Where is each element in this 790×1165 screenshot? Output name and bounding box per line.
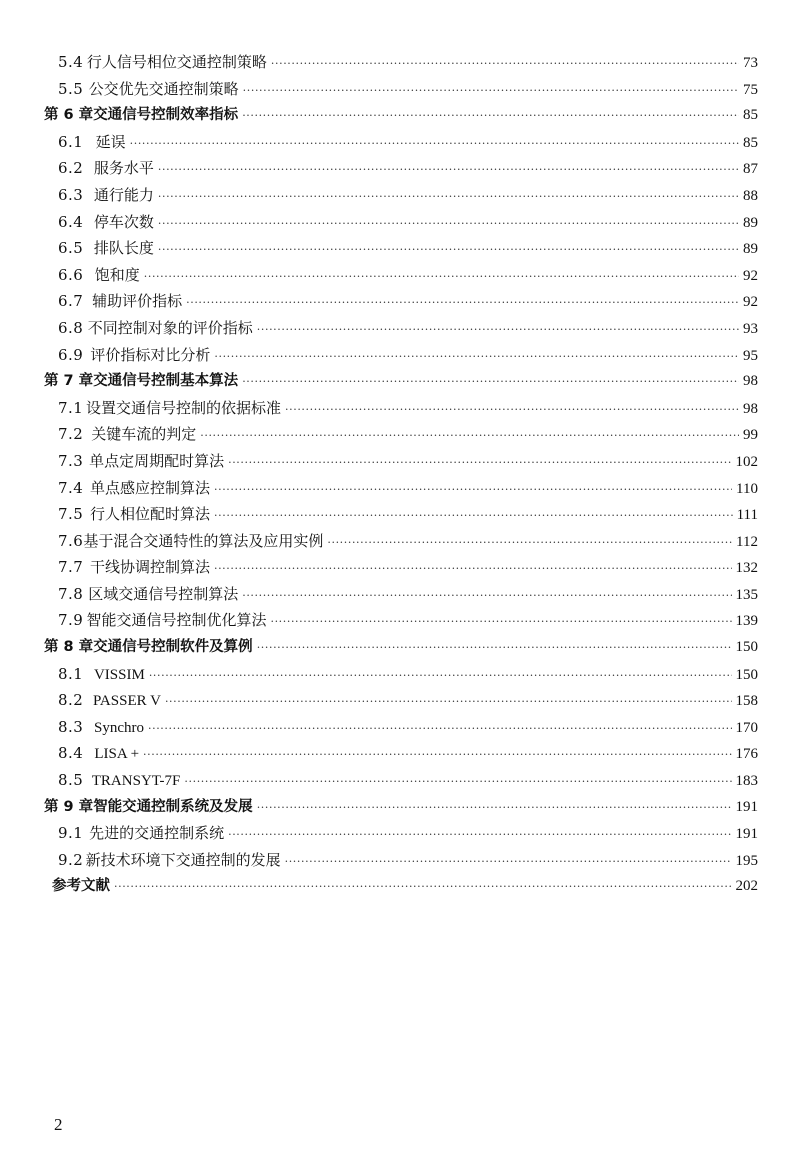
toc-entry-page: 92: [743, 294, 758, 311]
toc-section-row[interactable]: [44, 342, 758, 369]
toc-section-row[interactable]: [44, 76, 758, 103]
toc-entry-number: 6.3: [58, 185, 84, 204]
toc-entry-title: 交通信号控制基本算法: [93, 373, 239, 390]
dot-leader: [285, 397, 739, 424]
toc-entry-title: LISA +: [94, 746, 140, 763]
toc-entry-title: 延误: [95, 132, 126, 151]
dot-leader: [257, 795, 732, 822]
toc-entry-number: 6.2: [58, 159, 84, 178]
toc-section-row[interactable]: [44, 714, 758, 741]
toc-section-row[interactable]: [44, 528, 758, 555]
toc-chapter-row[interactable]: [44, 102, 758, 129]
toc-entry-title: 干线协调控制算法: [89, 558, 210, 577]
toc-entry-page: 176: [735, 746, 758, 763]
toc-entry-number: 6.8: [58, 318, 84, 337]
dot-leader: [242, 583, 731, 610]
toc-section-row[interactable]: [44, 129, 758, 156]
toc-entry-number: 7.8: [58, 584, 84, 603]
toc-section-row[interactable]: [44, 581, 758, 608]
dot-leader: [228, 450, 731, 477]
toc-entry-title: 先进的交通控制系统: [89, 824, 225, 843]
toc-entry-page: 89: [743, 241, 758, 258]
dot-leader: [184, 769, 731, 796]
dot-leader: [158, 237, 739, 264]
toc-chapter-row[interactable]: [44, 794, 758, 821]
toc-section-row[interactable]: [44, 767, 758, 794]
toc-entry-title: 区域交通信号控制算法: [88, 584, 239, 603]
toc-entry-page: 99: [743, 427, 758, 444]
toc-entry-page: 98: [743, 400, 758, 417]
dot-leader: [158, 157, 739, 184]
toc-entry-number: 8.5: [58, 771, 84, 790]
toc-entry-page: 150: [735, 666, 758, 683]
toc-entry-page: 93: [743, 320, 758, 337]
dot-leader: [228, 822, 731, 849]
toc-entry-page: 132: [735, 560, 758, 577]
toc-entry-page: 75: [743, 81, 758, 98]
toc-section-row[interactable]: [44, 315, 758, 342]
toc-entry-number: 7.6: [58, 531, 84, 550]
toc-chapter-row[interactable]: [44, 634, 758, 661]
toc-section-row[interactable]: [44, 155, 758, 182]
toc-section-row[interactable]: [44, 288, 758, 315]
toc-entry-page: 88: [743, 187, 758, 204]
toc-entry-title: Synchro: [94, 719, 145, 736]
toc-entry-title: 新技术环境下交通控制的发展: [85, 850, 281, 869]
toc-entry-page: 183: [735, 773, 758, 790]
toc-entry-number: 6.4: [58, 212, 84, 231]
toc-section-row[interactable]: [44, 475, 758, 502]
toc-entry-title: 停车次数: [93, 212, 154, 231]
toc-entry-page: 95: [743, 347, 758, 364]
toc-entry-page: 102: [735, 453, 758, 470]
toc-entry-title: 关键车流的判定: [91, 425, 197, 444]
toc-section-row[interactable]: [44, 182, 758, 209]
toc-entry-page: 110: [736, 480, 758, 497]
dot-leader: [165, 689, 732, 716]
dot-leader: [214, 556, 732, 583]
dot-leader: [257, 635, 732, 662]
toc-section-row[interactable]: [44, 421, 758, 448]
dot-leader: [285, 849, 732, 876]
toc-section-row[interactable]: [44, 687, 758, 714]
toc-entry-title: 公交优先交通控制策略: [88, 79, 239, 98]
dot-leader: [158, 184, 739, 211]
toc-entry-title: 智能交通控制系统及发展: [93, 798, 253, 815]
dot-leader: [114, 874, 732, 901]
toc-entry-title: 排队长度: [93, 239, 154, 258]
toc-entry-title: 评价指标对比分析: [90, 345, 211, 364]
dot-leader: [214, 344, 739, 371]
dot-leader: [144, 264, 739, 291]
toc-entry-title: 不同控制对象的评价指标: [87, 318, 253, 337]
toc-entry-number: 7.2: [58, 425, 84, 444]
dot-leader: [130, 131, 739, 158]
toc-section-row[interactable]: [44, 501, 758, 528]
toc-entry-title: 行人相位配时算法: [90, 505, 211, 524]
toc-entry-title: 基于混合交通特性的算法及应用实例: [83, 531, 324, 550]
toc-entry-title: 设置交通信号控制的依据标准: [86, 398, 282, 417]
dot-leader: [158, 211, 739, 238]
toc-entry-title: 交通信号控制效率指标: [93, 107, 239, 124]
toc-entry-title: 通行能力: [93, 185, 154, 204]
toc-entry-number: 第 8 章: [44, 639, 94, 656]
toc-entry-page: 150: [735, 639, 758, 656]
toc-entry-title: 单点感应控制算法: [89, 478, 210, 497]
toc-entry-page: 158: [735, 693, 758, 710]
dot-leader: [271, 51, 739, 78]
toc-entry-number: 第 6 章: [44, 107, 94, 124]
dot-leader: [242, 369, 739, 396]
dot-leader: [242, 103, 739, 130]
dot-leader: [243, 78, 739, 105]
dot-leader: [257, 317, 739, 344]
toc-entry-title: 辅助评价指标: [92, 292, 183, 311]
dot-leader: [149, 663, 732, 690]
toc-entry-title: 饱和度: [94, 265, 140, 284]
dot-leader: [143, 742, 731, 769]
toc-entry-title: 服务水平: [93, 159, 154, 178]
toc-chapter-row[interactable]: [44, 368, 758, 395]
toc-entry-number: 5.5: [58, 79, 84, 98]
toc-entry-page: 87: [743, 161, 758, 178]
toc-section-row[interactable]: [44, 740, 758, 767]
toc-entry-page: 202: [735, 878, 758, 895]
toc-entry-number: 6.7: [58, 292, 84, 311]
toc-entry-number: 7.9: [58, 611, 84, 630]
toc-entry-number: 第 7 章: [44, 373, 94, 390]
toc-entry-page: 195: [735, 852, 758, 869]
toc-section-row[interactable]: [44, 847, 758, 874]
toc-section-row[interactable]: [44, 607, 758, 634]
toc-entry-number: 5.4: [58, 53, 84, 71]
toc-entry-number: 6.1: [58, 132, 84, 151]
dot-leader: [186, 290, 739, 317]
dot-leader: [214, 503, 733, 530]
toc-entry-number: 7.1: [58, 398, 84, 417]
toc-entry-number: 6.6: [58, 265, 84, 284]
toc-entry-page: 73: [743, 55, 758, 71]
toc-entry-title: 参考文献: [52, 878, 110, 895]
toc-entry-number: 7.7: [58, 558, 84, 577]
toc-entry-number: 7.3: [58, 451, 84, 470]
toc-references-row[interactable]: [44, 873, 758, 900]
toc-entry-number: 第 9 章: [44, 798, 94, 815]
toc-entry-title: 单点定周期配时算法: [89, 451, 225, 470]
toc-entry-number: 6.9: [58, 345, 84, 364]
dot-leader: [270, 609, 731, 636]
toc-entry-page: 112: [736, 533, 758, 550]
toc-entry-number: 9.1: [58, 824, 84, 843]
toc-entry-title: VISSIM: [93, 666, 145, 683]
toc-entry-number: 8.2: [58, 691, 84, 710]
toc-entry-page: 98: [743, 373, 758, 390]
toc-section-row[interactable]: [44, 820, 758, 847]
table-of-contents: [44, 49, 758, 900]
dot-leader: [214, 477, 732, 504]
toc-section-row[interactable]: [44, 235, 758, 262]
dot-leader: [148, 716, 731, 743]
toc-section-row[interactable]: [44, 448, 758, 475]
toc-entry-title: TRANSYT-7F: [91, 773, 181, 790]
toc-entry-number: 8.1: [58, 664, 84, 683]
toc-entry-title: PASSER V: [92, 693, 161, 710]
toc-entry-number: 7.5: [58, 505, 84, 524]
toc-entry-title: 行人信号相位交通控制策略: [86, 53, 267, 71]
toc-section-row[interactable]: [44, 554, 758, 581]
toc-section-row[interactable]: [44, 661, 758, 688]
toc-entry-number: 6.5: [58, 239, 84, 258]
toc-section-row[interactable]: [44, 49, 758, 76]
toc-entry-page: 135: [735, 586, 758, 603]
dot-leader: [200, 423, 739, 450]
toc-entry-page: 85: [743, 134, 758, 151]
toc-entry-page: 191: [735, 798, 758, 815]
toc-entry-title: 智能交通信号控制优化算法: [86, 611, 267, 630]
toc-entry-page: 170: [735, 719, 758, 736]
toc-entry-page: 111: [736, 507, 758, 524]
toc-entry-page: 89: [743, 214, 758, 231]
toc-entry-number: 7.4: [58, 478, 84, 497]
toc-entry-title: 交通信号控制软件及算例: [93, 639, 253, 656]
toc-entry-page: 191: [735, 826, 758, 843]
toc-entry-number: 8.4: [58, 744, 84, 763]
toc-section-row[interactable]: [44, 209, 758, 236]
toc-entry-number: 8.3: [58, 717, 84, 736]
toc-section-row[interactable]: [44, 395, 758, 422]
toc-entry-number: 9.2: [58, 850, 84, 869]
toc-section-row[interactable]: [44, 262, 758, 289]
toc-entry-page: 92: [743, 267, 758, 284]
dot-leader: [327, 530, 732, 557]
toc-entry-page: 139: [735, 613, 758, 630]
toc-entry-page: 85: [743, 107, 758, 124]
page-number: 2: [54, 1115, 63, 1134]
